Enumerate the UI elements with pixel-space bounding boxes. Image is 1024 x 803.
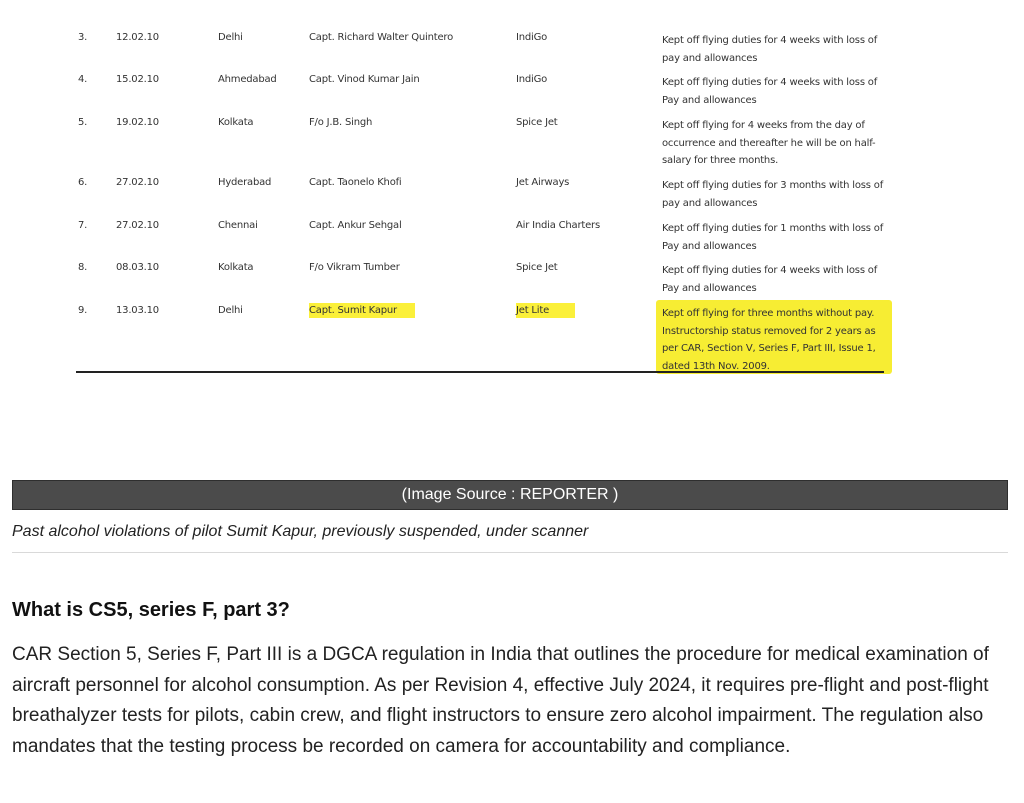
row-date: 27.02.10 (116, 177, 159, 188)
row-number: 5. (78, 117, 88, 128)
row-date: 13.03.10 (116, 305, 159, 316)
row-name: F/o J.B. Singh (309, 117, 373, 128)
article-paragraph: CAR Section 5, Series F, Part III is a DGCA regulation in India that outlines the procedure for medical examination of aircraft personnel for alcohol consumption. As per Revision 4, effective July 2024, it requires pre-flight and post-flight breathalyzer tests for pilots, cabin crew, and flight instructors to ensure zero alcohol impairment. The regulation also mandates that the testing process be recorded on camera for accountability and compliance. (12, 644, 989, 757)
row-date: 15.02.10 (116, 74, 159, 85)
row-name: Capt. Ankur Sehgal (309, 220, 402, 231)
row-airline: Jet Airways (516, 177, 570, 188)
row-action: Kept off flying duties for 4 weeks with loss of pay and allowances (662, 35, 878, 64)
row-airline: IndiGo (516, 32, 548, 43)
row-number: 8. (78, 262, 88, 273)
article-heading: What is CS5, series F, part 3? (12, 599, 290, 621)
row-action: Kept off flying duties for 4 weeks with loss of Pay and allowances (662, 77, 878, 106)
row-city: Chennai (218, 220, 258, 231)
row-action: Kept off flying duties for 1 months with loss of Pay and allowances (662, 223, 884, 252)
row-city: Kolkata (218, 262, 254, 273)
row-name: F/o Vikram Tumber (309, 262, 400, 273)
row-number: 4. (78, 74, 88, 85)
row-number: 3. (78, 32, 88, 43)
table-bottom-rule (76, 371, 884, 373)
row-city: Delhi (218, 32, 243, 43)
row-airline: Air India Charters (516, 220, 600, 231)
row-name: Capt. Richard Walter Quintero (309, 32, 454, 43)
row-airline: IndiGo (516, 74, 548, 85)
divider (12, 552, 1008, 553)
row-date: 27.02.10 (116, 220, 159, 231)
violations-table-image (0, 0, 1024, 380)
row-number: 9. (78, 305, 88, 316)
row-airline: Spice Jet (516, 117, 558, 128)
row-city: Ahmedabad (218, 74, 277, 85)
row-date: 08.03.10 (116, 262, 159, 273)
row-date: 12.02.10 (116, 32, 159, 43)
row-action: Kept off flying for three months without pay. Instructorship status removed for 2 years as per CAR, Section V, Series F, Part III, Issue 1, dated 13th Nov. 2009. (662, 308, 876, 372)
row-city: Delhi (218, 305, 243, 316)
row-number: 7. (78, 220, 88, 231)
image-source-bar: (Image Source : REPORTER ) (12, 480, 1008, 510)
row-number: 6. (78, 177, 88, 188)
row-action: Kept off flying for 4 weeks from the day of occurrence and thereafter he will be on half-salary for three months. (662, 120, 876, 166)
row-city: Kolkata (218, 117, 254, 128)
row-name: Capt. Vinod Kumar Jain (309, 74, 420, 85)
row-city: Hyderabad (218, 177, 272, 188)
row-name: Capt. Taonelo Khofi (309, 177, 402, 188)
image-caption: Past alcohol violations of pilot Sumit Kapur, previously suspended, under scanner (12, 523, 589, 540)
row-airline: Jet Lite (516, 303, 575, 318)
row-action: Kept off flying duties for 3 months with loss of pay and allowances (662, 180, 884, 209)
row-date: 19.02.10 (116, 117, 159, 128)
row-action: Kept off flying duties for 4 weeks with loss of Pay and allowances (662, 265, 878, 294)
row-airline: Spice Jet (516, 262, 558, 273)
row-name: Capt. Sumit Kapur (309, 303, 415, 318)
